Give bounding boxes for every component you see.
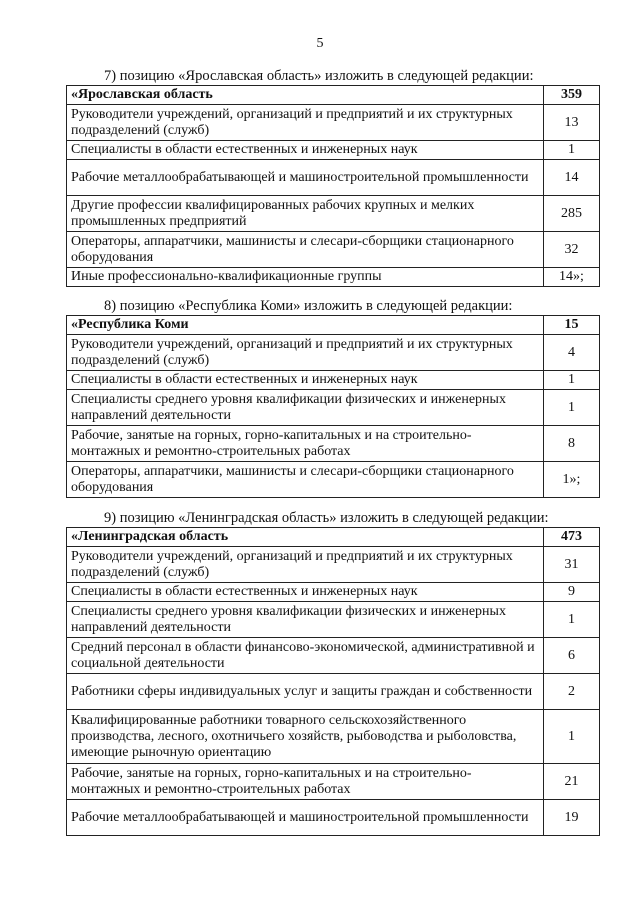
table-row [67,232,600,268]
profession-count: 1 [544,390,600,426]
profession-name: Работники сферы индивидуальных услуг и защиты граждан и собственности [67,674,544,710]
table-header-row [67,528,600,547]
table-row [67,160,600,196]
quota-table [66,85,600,287]
page-number: 5 [316,36,324,51]
table-row [67,335,600,371]
profession-count: 4 [544,335,600,371]
profession-count: 21 [544,764,600,800]
section-leningrad [66,510,599,836]
region-name: «Республика Коми [67,316,544,335]
profession-count: 1 [544,371,600,390]
table-row [67,547,600,583]
profession-count: 31 [544,547,600,583]
profession-name: Специалисты в области естественных и инженерных наук [67,141,544,160]
region-total: 15 [544,316,600,335]
table-row [67,196,600,232]
table-row [67,638,600,674]
profession-count: 1»; [544,462,600,498]
quota-table [66,315,600,498]
profession-name: Специалисты среднего уровня квалификации физических и инженерных направлений деятельности [67,602,544,638]
profession-name: Рабочие, занятые на горных, горно-капитальных и на строительно-монтажных и ремонтно-строительных работах [67,426,544,462]
region-total: 473 [544,528,600,547]
profession-count: 9 [544,583,600,602]
table-header-row [67,86,600,105]
profession-name: Операторы, аппаратчики, машинисты и слесари-сборщики стационарного оборудования [67,462,544,498]
profession-count: 1 [544,602,600,638]
profession-count: 14 [544,160,600,196]
profession-count: 1 [544,141,600,160]
profession-name: Рабочие металлообрабатывающей и машиностроительной промышленности [67,160,544,196]
section-intro: 8) позицию «Республика Коми» изложить в следующей редакции: [104,298,513,314]
profession-name: Рабочие металлообрабатывающей и машиностроительной промышленности [67,800,544,836]
profession-name: Операторы, аппаратчики, машинисты и слесари-сборщики стационарного оборудования [67,232,544,268]
profession-name: Специалисты в области естественных и инженерных наук [67,371,544,390]
region-total: 359 [544,86,600,105]
table-row [67,105,600,141]
table-row [67,602,600,638]
profession-count: 32 [544,232,600,268]
section-komi [66,298,599,498]
section-intro: 9) позицию «Ленинградская область» изложить в следующей редакции: [104,510,549,526]
profession-name: Руководители учреждений, организаций и предприятий и их структурных подразделений (служб) [67,105,544,141]
table-row [67,268,600,287]
section-yaroslavl [66,68,599,287]
profession-count: 6 [544,638,600,674]
table-row [67,141,600,160]
table-row [67,390,600,426]
profession-name: Руководители учреждений, организаций и предприятий и их структурных подразделений (служб) [67,335,544,371]
region-name: «Ярославская область [67,86,544,105]
profession-count: 285 [544,196,600,232]
profession-name: Средний персонал в области финансово-экономической, административной и социальной деятельности [67,638,544,674]
profession-count: 13 [544,105,600,141]
table-header-row [67,316,600,335]
profession-name: Руководители учреждений, организаций и предприятий и их структурных подразделений (служб) [67,547,544,583]
profession-name: Рабочие, занятые на горных, горно-капитальных и на строительно-монтажных и ремонтно-строительных работах [67,764,544,800]
profession-count: 8 [544,426,600,462]
table-row [67,710,600,764]
profession-name: Иные профессионально-квалификационные группы [67,268,544,287]
profession-count: 19 [544,800,600,836]
region-name: «Ленинградская область [67,528,544,547]
profession-count: 2 [544,674,600,710]
table-row [67,674,600,710]
quota-table [66,527,600,836]
table-row [67,426,600,462]
profession-count: 1 [544,710,600,764]
profession-name: Специалисты в области естественных и инженерных наук [67,583,544,602]
profession-name: Другие профессии квалифицированных рабочих крупных и мелких промышленных предприятий [67,196,544,232]
table-row [67,462,600,498]
table-row [67,371,600,390]
section-intro: 7) позицию «Ярославская область» изложить в следующей редакции: [104,68,534,84]
table-row [67,764,600,800]
table-row [67,800,600,836]
profession-name: Квалифицированные работники товарного сельскохозяйственного производства, лесного, охотничьего хозяйств, рыбоводства и рыболовства, имеющие рыночную ориентацию [67,710,544,764]
profession-count: 14»; [544,268,600,287]
table-row [67,583,600,602]
profession-name: Специалисты среднего уровня квалификации физических и инженерных направлений деятельности [67,390,544,426]
